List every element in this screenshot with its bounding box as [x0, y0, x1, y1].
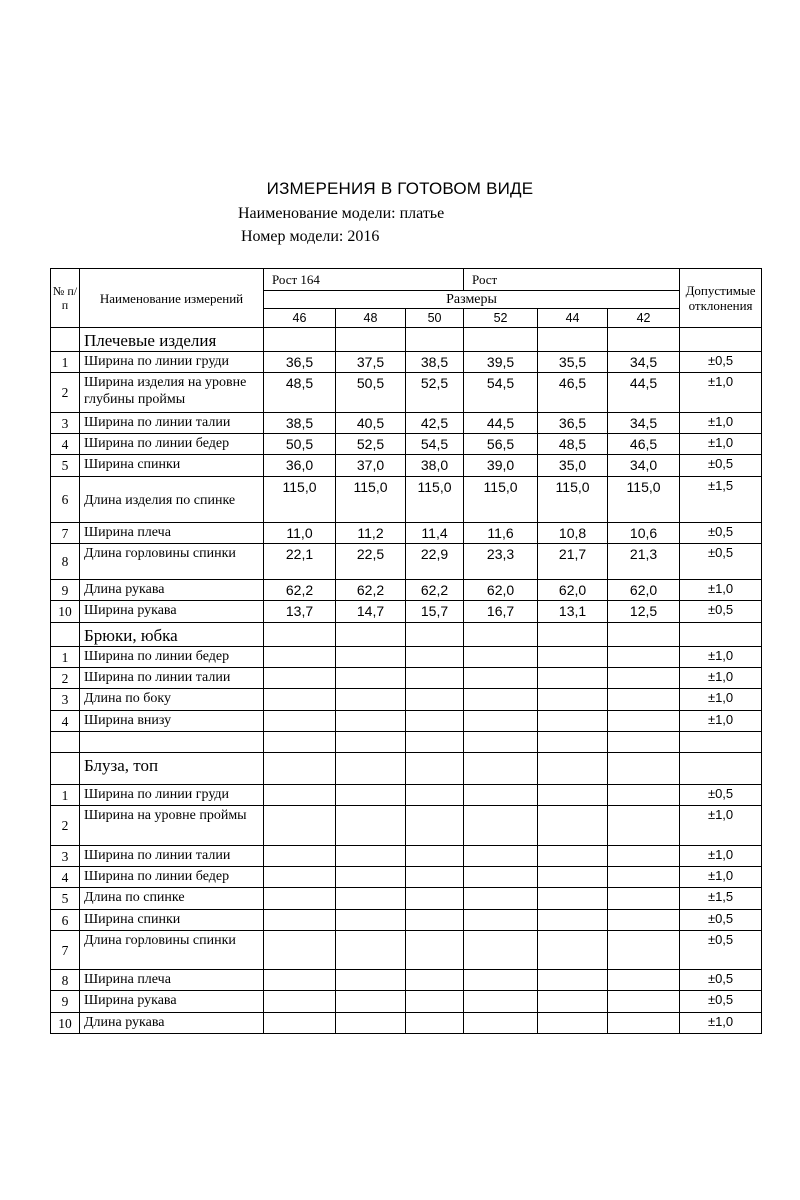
measurement-value: 62,2 — [406, 580, 464, 601]
measurement-value: 39,5 — [464, 352, 538, 373]
tolerance-value: ±0,5 — [680, 544, 762, 580]
measurement-name: Длина по спинке — [80, 888, 264, 910]
table-row — [51, 544, 762, 580]
tolerance-value: ±1,5 — [680, 477, 762, 523]
measurement-value: 115,0 — [538, 477, 608, 523]
empty-cell — [464, 1013, 538, 1034]
empty-cell — [538, 846, 608, 867]
tolerance-value: ±1,0 — [680, 434, 762, 455]
tolerance-value: ±1,0 — [680, 806, 762, 846]
measurement-value: 46,5 — [538, 373, 608, 413]
size-header-46: 46 — [264, 309, 336, 328]
empty-cell — [464, 970, 538, 991]
empty-cell — [51, 753, 80, 785]
measurement-name: Длина рукава — [80, 1013, 264, 1034]
empty-cell — [538, 910, 608, 931]
tolerance-value: ±0,5 — [680, 970, 762, 991]
measurement-name: Ширина плеча — [80, 970, 264, 991]
row-number: 6 — [51, 910, 80, 931]
empty-cell — [464, 711, 538, 732]
section-title: Блуза, топ — [80, 753, 264, 785]
empty-cell — [538, 753, 608, 785]
empty-cell — [608, 970, 680, 991]
measurement-value: 50,5 — [336, 373, 406, 413]
empty-cell — [264, 732, 336, 753]
row-number: 5 — [51, 455, 80, 477]
empty-cell — [264, 328, 336, 352]
measurement-name: Ширина по линии талии — [80, 846, 264, 867]
row-number: 3 — [51, 689, 80, 711]
empty-cell — [538, 867, 608, 888]
empty-cell — [264, 753, 336, 785]
tolerance-value: ±1,5 — [680, 888, 762, 910]
measurement-value: 10,6 — [608, 523, 680, 544]
empty-cell — [336, 1013, 406, 1034]
measurement-value: 56,5 — [464, 434, 538, 455]
measurement-value: 11,2 — [336, 523, 406, 544]
size-header-50: 50 — [406, 309, 464, 328]
empty-cell — [538, 328, 608, 352]
measurement-value: 50,5 — [264, 434, 336, 455]
empty-cell — [406, 732, 464, 753]
measurement-value: 36,0 — [264, 455, 336, 477]
model-number: Номер модели: 2016 — [241, 228, 380, 245]
empty-cell — [264, 711, 336, 732]
empty-cell — [336, 846, 406, 867]
empty-cell — [464, 328, 538, 352]
measurement-value: 38,5 — [264, 413, 336, 434]
measurement-value: 34,0 — [608, 455, 680, 477]
table-row — [51, 785, 762, 806]
tolerance-value: ±0,5 — [680, 910, 762, 931]
table-row — [51, 352, 762, 373]
table-row — [51, 1013, 762, 1034]
tolerance-value: ±1,0 — [680, 668, 762, 689]
measurement-value: 46,5 — [608, 434, 680, 455]
header-name-label: Наименование измерений — [99, 290, 244, 306]
row-number: 8 — [51, 970, 80, 991]
header-name — [80, 269, 264, 328]
measurement-value: 115,0 — [406, 477, 464, 523]
empty-cell — [608, 753, 680, 785]
row-number: 4 — [51, 867, 80, 888]
empty-cell — [406, 753, 464, 785]
size-header-52: 52 — [464, 309, 538, 328]
measurement-value: 36,5 — [264, 352, 336, 373]
empty-cell — [51, 623, 80, 647]
empty-cell — [406, 623, 464, 647]
measurement-name: Ширина рукава — [80, 991, 264, 1013]
measurement-name: Ширина по линии талии — [80, 668, 264, 689]
tolerance-value: ±1,0 — [680, 1013, 762, 1034]
measurement-value: 23,3 — [464, 544, 538, 580]
empty-cell — [336, 732, 406, 753]
measurement-value: 11,6 — [464, 523, 538, 544]
table-row — [51, 991, 762, 1013]
measurement-value: 115,0 — [336, 477, 406, 523]
row-number: 1 — [51, 647, 80, 668]
table-row — [51, 931, 762, 970]
tolerance-value: ±1,0 — [680, 846, 762, 867]
measurement-value: 40,5 — [336, 413, 406, 434]
empty-cell — [538, 931, 608, 970]
tolerance-value: ±1,0 — [680, 373, 762, 413]
empty-cell — [464, 753, 538, 785]
table-row — [51, 373, 762, 413]
header-num-label: № п/ п — [52, 284, 78, 312]
measurement-value: 48,5 — [264, 373, 336, 413]
empty-cell — [464, 806, 538, 846]
empty-cell — [264, 668, 336, 689]
empty-cell — [336, 970, 406, 991]
row-number: 3 — [51, 413, 80, 434]
section-title: Брюки, юбка — [80, 623, 264, 647]
table-row — [51, 668, 762, 689]
tolerance-value: ±0,5 — [680, 455, 762, 477]
empty-cell — [406, 991, 464, 1013]
measurement-value: 15,7 — [406, 601, 464, 623]
tolerance-value: ±0,5 — [680, 931, 762, 970]
tolerance-value: ±1,0 — [680, 580, 762, 601]
measurement-value: 22,1 — [264, 544, 336, 580]
row-number: 4 — [51, 711, 80, 732]
empty-cell — [336, 647, 406, 668]
measurement-value: 35,5 — [538, 352, 608, 373]
header-num — [51, 269, 80, 328]
empty-cell — [464, 846, 538, 867]
measurement-value: 62,2 — [264, 580, 336, 601]
empty-cell — [406, 867, 464, 888]
measurement-value: 62,0 — [464, 580, 538, 601]
measurement-value: 11,0 — [264, 523, 336, 544]
measurement-name: Ширина изделия на уровне глубины проймы — [80, 373, 264, 413]
empty-cell — [406, 1013, 464, 1034]
empty-cell — [464, 668, 538, 689]
table-row — [51, 523, 762, 544]
measurement-value: 22,9 — [406, 544, 464, 580]
header-tolerance — [680, 269, 762, 328]
empty-cell — [608, 328, 680, 352]
measurement-value: 62,0 — [538, 580, 608, 601]
measurement-name: Длина горловины спинки — [80, 931, 264, 970]
tolerance-value: ±1,0 — [680, 867, 762, 888]
empty-cell — [608, 888, 680, 910]
measurement-name: Ширина по линии груди — [80, 785, 264, 806]
header-sizes: Размеры — [264, 291, 680, 309]
empty-cell — [336, 991, 406, 1013]
measurement-value: 13,1 — [538, 601, 608, 623]
measurement-name: Ширина по линии груди — [80, 352, 264, 373]
empty-cell — [538, 785, 608, 806]
table-row — [51, 867, 762, 888]
empty-cell — [264, 888, 336, 910]
row-number: 1 — [51, 785, 80, 806]
empty-cell — [608, 910, 680, 931]
table-row — [51, 711, 762, 732]
empty-cell — [464, 910, 538, 931]
section-row — [51, 623, 762, 647]
measurement-value: 35,0 — [538, 455, 608, 477]
row-number: 4 — [51, 434, 80, 455]
empty-cell — [336, 910, 406, 931]
tolerance-value: ±0,5 — [680, 352, 762, 373]
empty-cell — [464, 647, 538, 668]
measurement-name: Ширина рукава — [80, 601, 264, 623]
measurement-value: 62,2 — [336, 580, 406, 601]
empty-cell — [336, 785, 406, 806]
row-number: 2 — [51, 806, 80, 846]
measurement-value: 16,7 — [464, 601, 538, 623]
empty-cell — [264, 970, 336, 991]
measurement-value: 48,5 — [538, 434, 608, 455]
empty-cell — [406, 970, 464, 991]
row-number: 9 — [51, 991, 80, 1013]
header-height-2: Рост — [464, 269, 680, 291]
table-row — [51, 806, 762, 846]
empty-cell — [336, 668, 406, 689]
header-tolerance-label: Допустимые отклонения — [685, 283, 756, 313]
measurement-value: 34,5 — [608, 413, 680, 434]
empty-cell — [336, 711, 406, 732]
tolerance-value: ±0,5 — [680, 523, 762, 544]
table-row — [51, 434, 762, 455]
tolerance-value: ±1,0 — [680, 711, 762, 732]
empty-cell — [680, 732, 762, 753]
empty-cell — [464, 867, 538, 888]
measurement-name: Длина изделия по спинке — [80, 477, 264, 523]
empty-cell — [406, 888, 464, 910]
row-number: 5 — [51, 888, 80, 910]
section-title: Плечевые изделия — [80, 328, 264, 352]
empty-cell — [264, 647, 336, 668]
measurement-value: 115,0 — [264, 477, 336, 523]
empty-cell — [406, 846, 464, 867]
empty-cell — [264, 991, 336, 1013]
measurement-value: 62,0 — [608, 580, 680, 601]
empty-cell — [608, 846, 680, 867]
row-number: 6 — [51, 477, 80, 523]
empty-cell — [406, 910, 464, 931]
empty-cell — [51, 732, 80, 753]
empty-cell — [608, 785, 680, 806]
empty-cell — [608, 931, 680, 970]
measurement-value: 42,5 — [406, 413, 464, 434]
table-row — [51, 910, 762, 931]
measurement-value: 21,7 — [538, 544, 608, 580]
tolerance-value: ±0,5 — [680, 601, 762, 623]
empty-cell — [538, 806, 608, 846]
tolerance-value: ±0,5 — [680, 991, 762, 1013]
empty-cell — [680, 623, 762, 647]
empty-cell — [608, 991, 680, 1013]
empty-cell — [608, 689, 680, 711]
table-row — [51, 477, 762, 523]
empty-cell — [538, 647, 608, 668]
empty-cell — [680, 328, 762, 352]
tolerance-value: ±1,0 — [680, 413, 762, 434]
measurement-value: 44,5 — [464, 413, 538, 434]
measurement-value: 36,5 — [538, 413, 608, 434]
row-number: 8 — [51, 544, 80, 580]
row-number: 10 — [51, 1013, 80, 1034]
model-name: Наименование модели: платье — [238, 205, 445, 222]
measurement-value: 11,4 — [406, 523, 464, 544]
empty-cell — [608, 1013, 680, 1034]
measurement-name: Ширина плеча — [80, 523, 264, 544]
empty-cell — [336, 888, 406, 910]
measurement-value: 54,5 — [406, 434, 464, 455]
measurement-name: Ширина по линии бедер — [80, 867, 264, 888]
empty-cell — [264, 931, 336, 970]
empty-cell — [336, 328, 406, 352]
empty-cell — [464, 888, 538, 910]
measurement-value: 54,5 — [464, 373, 538, 413]
row-number: 2 — [51, 373, 80, 413]
table-row — [51, 601, 762, 623]
size-header-42: 42 — [608, 309, 680, 328]
table-row — [51, 455, 762, 477]
measurement-value: 115,0 — [608, 477, 680, 523]
measurement-value: 37,5 — [336, 352, 406, 373]
empty-cell — [264, 1013, 336, 1034]
empty-cell — [608, 623, 680, 647]
empty-cell — [336, 753, 406, 785]
table-row — [51, 970, 762, 991]
row-number: 3 — [51, 846, 80, 867]
empty-cell — [538, 1013, 608, 1034]
empty-cell — [538, 711, 608, 732]
empty-cell — [264, 910, 336, 931]
tolerance-value: ±0,5 — [680, 785, 762, 806]
empty-cell — [464, 732, 538, 753]
measurement-name: Ширина по линии бедер — [80, 647, 264, 668]
measurement-value: 52,5 — [406, 373, 464, 413]
tolerance-value: ±1,0 — [680, 689, 762, 711]
empty-cell — [264, 867, 336, 888]
row-number: 2 — [51, 668, 80, 689]
measurement-value: 10,8 — [538, 523, 608, 544]
empty-cell — [406, 668, 464, 689]
measurement-value: 39,0 — [464, 455, 538, 477]
empty-cell — [464, 689, 538, 711]
row-number: 1 — [51, 352, 80, 373]
row-number: 7 — [51, 931, 80, 970]
measurement-value: 44,5 — [608, 373, 680, 413]
empty-cell — [406, 785, 464, 806]
row-number: 9 — [51, 580, 80, 601]
empty-cell — [608, 711, 680, 732]
table-row — [51, 647, 762, 668]
measurement-value: 38,5 — [406, 352, 464, 373]
measurement-value: 38,0 — [406, 455, 464, 477]
empty-cell — [336, 931, 406, 970]
empty-cell — [406, 711, 464, 732]
empty-cell — [406, 328, 464, 352]
measurement-value: 13,7 — [264, 601, 336, 623]
measurement-value: 21,3 — [608, 544, 680, 580]
empty-cell — [538, 991, 608, 1013]
measurement-value: 52,5 — [336, 434, 406, 455]
table-row — [51, 580, 762, 601]
measurement-name: Ширина спинки — [80, 910, 264, 931]
measurements-table — [50, 268, 762, 1034]
table-row — [51, 689, 762, 711]
empty-cell — [608, 647, 680, 668]
empty-cell — [464, 931, 538, 970]
section-row — [51, 328, 762, 352]
empty-cell — [80, 732, 264, 753]
measurement-name: Ширина внизу — [80, 711, 264, 732]
empty-cell — [608, 668, 680, 689]
empty-cell — [336, 867, 406, 888]
empty-cell — [264, 806, 336, 846]
row-number: 10 — [51, 601, 80, 623]
spacer-row — [51, 732, 762, 753]
measurement-name: Ширина спинки — [80, 455, 264, 477]
empty-cell — [264, 846, 336, 867]
empty-cell — [406, 689, 464, 711]
empty-cell — [406, 647, 464, 668]
empty-cell — [538, 970, 608, 991]
measurement-name: Длина рукава — [80, 580, 264, 601]
empty-cell — [538, 668, 608, 689]
empty-cell — [264, 689, 336, 711]
size-header-44: 44 — [538, 309, 608, 328]
measurement-name: Ширина на уровне проймы — [80, 806, 264, 846]
row-number: 7 — [51, 523, 80, 544]
measurement-value: 37,0 — [336, 455, 406, 477]
empty-cell — [538, 623, 608, 647]
measurement-value: 14,7 — [336, 601, 406, 623]
empty-cell — [608, 806, 680, 846]
empty-cell — [538, 689, 608, 711]
empty-cell — [336, 806, 406, 846]
empty-cell — [264, 623, 336, 647]
table-row — [51, 846, 762, 867]
empty-cell — [406, 806, 464, 846]
empty-cell — [406, 931, 464, 970]
empty-cell — [680, 753, 762, 785]
section-row — [51, 753, 762, 785]
empty-cell — [538, 732, 608, 753]
measurement-name: Длина горловины спинки — [80, 544, 264, 580]
measurement-value: 115,0 — [464, 477, 538, 523]
measurement-name: Длина по боку — [80, 689, 264, 711]
page-title: ИЗМЕРЕНИЯ В ГОТОВОМ ВИДЕ — [266, 179, 534, 198]
empty-cell — [264, 785, 336, 806]
measurement-value: 22,5 — [336, 544, 406, 580]
empty-cell — [336, 623, 406, 647]
empty-cell — [464, 785, 538, 806]
measurement-name: Ширина по линии талии — [80, 413, 264, 434]
empty-cell — [336, 689, 406, 711]
table-row — [51, 888, 762, 910]
empty-cell — [608, 732, 680, 753]
empty-cell — [538, 888, 608, 910]
tolerance-value: ±1,0 — [680, 647, 762, 668]
table-row — [51, 413, 762, 434]
empty-cell — [464, 623, 538, 647]
measurement-value: 12,5 — [608, 601, 680, 623]
measurement-value: 34,5 — [608, 352, 680, 373]
empty-cell — [464, 991, 538, 1013]
header-height-1: Рост 164 — [264, 269, 464, 291]
measurement-name: Ширина по линии бедер — [80, 434, 264, 455]
empty-cell — [51, 328, 80, 352]
empty-cell — [608, 867, 680, 888]
size-header-48: 48 — [336, 309, 406, 328]
